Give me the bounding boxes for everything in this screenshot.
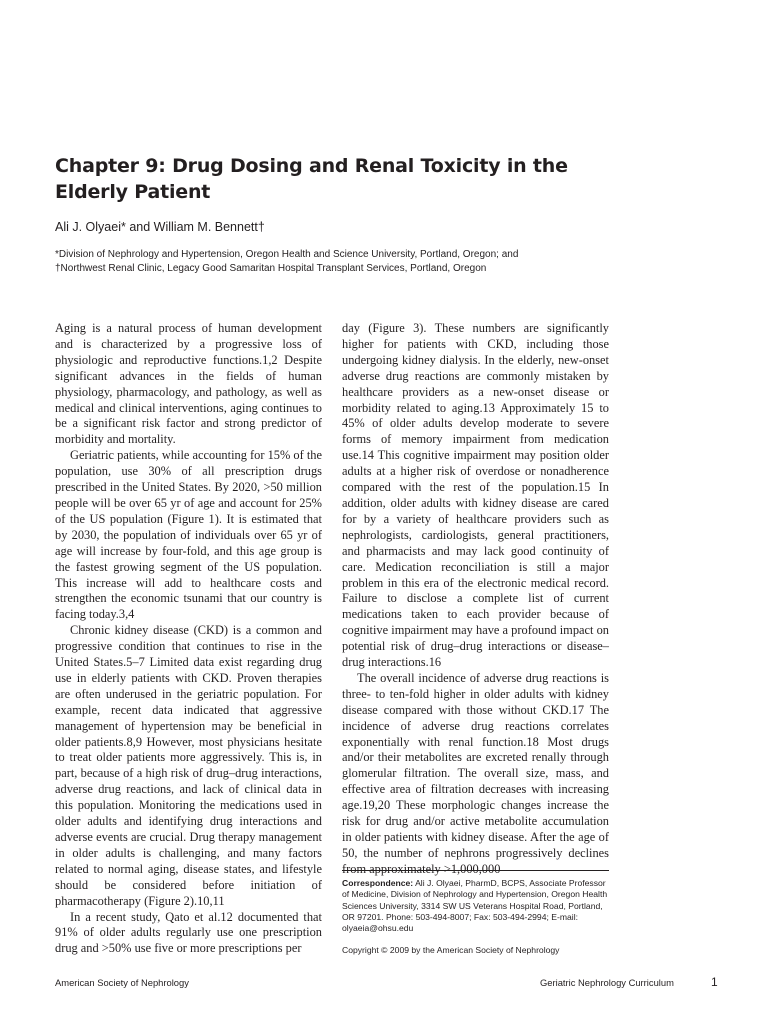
correspondence-note <box>342 878 610 934</box>
affiliations <box>55 248 695 276</box>
footer-journal: American Society of Nephrology <box>55 977 189 988</box>
right-column <box>342 321 609 878</box>
left-column <box>55 321 322 957</box>
body-paragraph: Aging is a natural process of human development and is characterized by a progressive loss of physiologic and reproductive functions.1,2 Despite significant advances in the fields of human physiology, pharmacology, and pathology, as well as medical and clinical interventions, aging continues to be a significant risk factor and strong predictor of morbidity and mortality. <box>55 321 322 447</box>
body-paragraph: In a recent study, Qato et al.12 documented that 91% of older adults regularly use one prescription drug and >50% use five or more prescriptions per <box>55 909 322 956</box>
body-paragraph: Chronic kidney disease (CKD) is a common and progressive condition that continues to rise in the United States.5–7 Limited data exist regarding drug use in elderly patients with CKD. Proven therapies are often underused in the geriatric population. For example, recent data indicated that aggressive management of hypertension may be beneficial in older patients.8,9 However, most physicians hesitate to treat older patients more aggressively. This is, in part, because of a high risk of drug–drug interactions, adverse drug reactions, and lack of clinical data in this population. Monitoring the medications used in older adults and identifying drug interactions and adverse events are crucial. Drug therapy management in older adults is challenging, and many factors related to normal aging, disease states, and lifestyle should be considered before initiation of pharmacotherapy (Figure 2).10,11 <box>55 623 322 908</box>
affiliation-2: †Northwest Renal Clinic, Legacy Good Samaritan Hospital Transplant Services, Portland, Oregon <box>55 263 487 274</box>
footer-curriculum: Geriatric Nephrology Curriculum <box>540 977 674 988</box>
page-number: 1 <box>711 975 718 989</box>
body-paragraph: day (Figure 3). These numbers are significantly higher for patients with CKD, including those undergoing kidney dialysis. In the elderly, new-onset adverse drug reactions are commonly mistaken by healthcare providers as a new-onset disease or morbidity related to aging.13 Approximately 15 to 45% of older adults develop moderate to severe forms of memory impairment from medication use.14 This cognitive impairment may position older adults at a higher risk of overdose or nonadherence compared with the rest of the population.15 In addition, older adults with kidney disease are cared for by a variety of healthcare providers such as nephrologists, cardiologists, general practitioners, and pharmacists and may lack good continuity of care. Medication reconciliation is still a major problem in this era of the electronic medical record. Failure to disclose a complete list of current medications taken to each provider because of cognitive impairment may have a profound impact on potential risk of drug–drug interactions or disease–drug interactions.16 <box>342 321 609 670</box>
affiliation-1: *Division of Nephrology and Hypertension, Oregon Health and Science University, Portland, Oregon; and <box>55 249 519 260</box>
author-line: Ali J. Olyaei* and William M. Bennett† <box>55 220 265 234</box>
copyright-notice: Copyright © 2009 by the American Society of Nephrology <box>342 945 560 955</box>
correspondence-label: Correspondence: <box>342 878 414 888</box>
body-paragraph: The overall incidence of adverse drug reactions is three- to ten-fold higher in older adults with kidney disease compared with those without CKD.17 The incidence of adverse drug reactions correlates exponentially with renal function.18 Most drugs and/or their metabolites are excreted renally through glomerular filtration. The overall size, mass, and effective area of filtration decreases with increasing age.19,20 These morphologic changes increase the risk for drug and/or active metabolite accumulation in older patients with kidney disease. After the age of 50, the number of nephrons progressively declines from approximately >1,000,000 <box>342 670 609 876</box>
correspondence-text: Ali J. Olyaei, PharmD, BCPS, Associate Professor of Medicine, Division of Nephrology and Hypertension, Oregon Health Sciences University, 3314 SW US Veterans Hospital Road, Portland, OR 97201. Phone: 503-494-8007; Fax: 503-494-2994; E-mail: olyaeia@ohsu.edu <box>342 878 608 934</box>
footnote-divider <box>342 870 609 871</box>
chapter-title: Chapter 9: Drug Dosing and Renal Toxicity in the Elderly Patient <box>55 155 568 203</box>
body-paragraph: Geriatric patients, while accounting for 15% of the population, use 30% of all prescription drugs prescribed in the United States. By 2020, >50 million people will be over 65 yr of age and account for 25% of the US population (Figure 1). It is estimated that by 2030, the population of individuals over 65 yr of age will increase by four-fold, and this age group is the fastest growing segment of the US population. This increase will add to healthcare costs and strengthen the economic tsunami that our country is facing today.3,4 <box>55 448 322 622</box>
